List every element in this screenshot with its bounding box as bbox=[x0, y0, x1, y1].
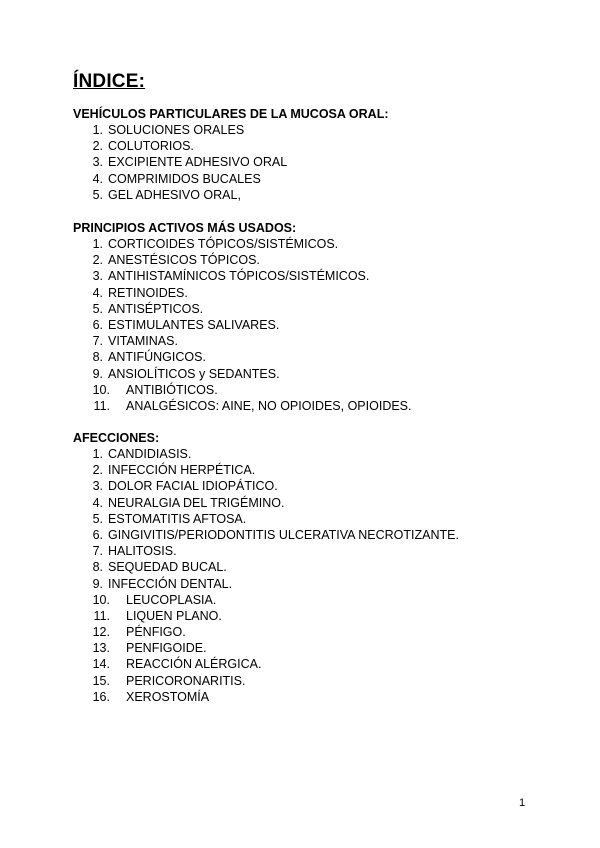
item-number: 16. bbox=[92, 689, 110, 704]
list-item bbox=[73, 543, 177, 559]
list-item bbox=[73, 624, 186, 640]
section-heading: AFECCIONES: bbox=[73, 431, 160, 445]
item-number: 5. bbox=[92, 511, 103, 526]
list-item bbox=[73, 656, 262, 672]
item-text: GEL ADHESIVO ORAL, bbox=[108, 187, 241, 202]
item-text: DOLOR FACIAL IDIOPÁTICO. bbox=[108, 479, 278, 494]
item-number: 9. bbox=[92, 576, 103, 591]
item-number: 10. bbox=[92, 382, 110, 397]
item-text: LEUCOPLASIA. bbox=[126, 592, 217, 607]
section-vehiculos bbox=[73, 106, 389, 203]
item-number: 4. bbox=[92, 495, 103, 510]
list-item bbox=[73, 462, 256, 478]
list-item bbox=[73, 301, 296, 317]
section-heading: PRINCIPIOS ACTIVOS MÁS USADOS: bbox=[73, 221, 297, 235]
item-text: EXCIPIENTE ADHESIVO ORAL bbox=[108, 155, 288, 170]
item-number: 3. bbox=[92, 479, 103, 494]
item-text: COLUTORIOS. bbox=[108, 139, 194, 154]
item-text: SEQUEDAD BUCAL. bbox=[108, 560, 227, 575]
item-text: SOLUCIONES ORALES bbox=[108, 123, 245, 137]
item-number: 8. bbox=[92, 560, 103, 575]
item-number: 2. bbox=[92, 253, 103, 268]
item-text: VITAMINAS. bbox=[108, 334, 178, 349]
item-number: 4. bbox=[92, 171, 103, 186]
item-text: XEROSTOMÍA bbox=[126, 689, 210, 704]
item-text: COMPRIMIDOS BUCALES bbox=[108, 171, 261, 186]
list-item bbox=[73, 333, 296, 349]
list-item bbox=[73, 154, 389, 170]
list-item bbox=[73, 187, 389, 203]
item-text: ESTIMULANTES SALIVARES. bbox=[108, 317, 280, 332]
item-list bbox=[73, 446, 459, 705]
list-item bbox=[73, 366, 296, 382]
list-item bbox=[73, 640, 207, 656]
list-item bbox=[73, 559, 227, 575]
item-number: 3. bbox=[92, 269, 103, 284]
item-number: 2. bbox=[92, 463, 103, 478]
item-number: 1. bbox=[92, 123, 103, 137]
item-text: GINGIVITIS/PERIODONTITIS ULCERATIVA NECROTIZANTE. bbox=[108, 527, 459, 542]
list-item bbox=[73, 608, 222, 624]
item-number: 6. bbox=[92, 317, 103, 332]
list-item bbox=[73, 122, 389, 138]
item-text: PERICORONARITIS. bbox=[126, 673, 246, 688]
list-item bbox=[73, 236, 339, 252]
list-item bbox=[73, 398, 412, 414]
list-item bbox=[73, 171, 389, 187]
item-number: 2. bbox=[92, 139, 103, 154]
item-text: LIQUEN PLANO. bbox=[126, 608, 222, 623]
list-item bbox=[73, 382, 296, 398]
list-item bbox=[73, 478, 278, 494]
item-text: NEURALGIA DEL TRIGÉMINO. bbox=[108, 495, 285, 510]
list-item bbox=[73, 527, 459, 543]
item-list bbox=[73, 122, 389, 203]
item-text: RETINOIDES. bbox=[108, 285, 188, 300]
item-text: ANALGÉSICOS: AINE, NO OPIOIDES, OPIOIDES. bbox=[126, 398, 412, 413]
page-number: 1 bbox=[519, 797, 526, 809]
item-number: 1. bbox=[92, 447, 103, 461]
list-item bbox=[73, 592, 217, 608]
item-number: 13. bbox=[92, 641, 110, 656]
list-item bbox=[73, 285, 296, 301]
item-text: REACCIÓN ALÉRGICA. bbox=[126, 657, 262, 672]
list-item bbox=[73, 576, 233, 592]
item-number: 14. bbox=[92, 657, 110, 672]
item-number: 11. bbox=[93, 608, 110, 623]
list-item bbox=[73, 138, 389, 154]
item-number: 1. bbox=[92, 237, 103, 251]
list-item bbox=[73, 689, 210, 705]
item-number: 5. bbox=[92, 301, 103, 316]
item-text: ANSIOLÍTICOS y SEDANTES. bbox=[108, 366, 280, 381]
item-text: ANTIBIÓTICOS. bbox=[126, 382, 218, 397]
section-afecciones bbox=[73, 430, 459, 705]
list-item bbox=[73, 495, 285, 511]
list-item bbox=[73, 673, 246, 689]
item-number: 11. bbox=[93, 398, 110, 413]
list-item bbox=[73, 349, 296, 365]
item-number: 3. bbox=[92, 155, 103, 170]
item-number: 8. bbox=[92, 350, 103, 365]
item-number: 12. bbox=[92, 625, 110, 640]
list-item bbox=[73, 446, 192, 462]
item-text: INFECCIÓN HERPÉTICA. bbox=[108, 463, 256, 478]
item-text: ANESTÉSICOS TÓPICOS. bbox=[108, 253, 260, 268]
list-item bbox=[73, 511, 247, 527]
section-heading: VEHÍCULOS PARTICULARES DE LA MUCOSA ORAL: bbox=[73, 107, 389, 121]
item-text: CORTICOIDES TÓPICOS/SISTÉMICOS. bbox=[108, 237, 339, 251]
section-principios-activos bbox=[73, 220, 412, 414]
list-item bbox=[73, 268, 370, 284]
item-text: CANDIDIASIS. bbox=[108, 447, 192, 461]
item-text: PÉNFIGO. bbox=[126, 625, 186, 640]
item-text: PENFIGOIDE. bbox=[126, 641, 207, 656]
item-number: 4. bbox=[92, 285, 103, 300]
item-list bbox=[73, 236, 412, 414]
item-number: 15. bbox=[92, 673, 110, 688]
item-text: INFECCIÓN DENTAL. bbox=[108, 576, 233, 591]
item-text: ANTISÉPTICOS. bbox=[108, 301, 204, 316]
list-item bbox=[73, 317, 296, 333]
item-number: 7. bbox=[92, 334, 103, 349]
item-text: HALITOSIS. bbox=[108, 544, 177, 559]
item-number: 5. bbox=[92, 187, 103, 202]
list-item bbox=[73, 252, 296, 268]
item-text: ANTIHISTAMÍNICOS TÓPICOS/SISTÉMICOS. bbox=[108, 269, 370, 284]
index-title: ÍNDICE: bbox=[73, 71, 146, 92]
item-text: ESTOMATITIS AFTOSA. bbox=[108, 511, 247, 526]
item-number: 6. bbox=[92, 527, 103, 542]
item-number: 9. bbox=[92, 366, 103, 381]
item-number: 7. bbox=[92, 544, 103, 559]
item-number: 10. bbox=[92, 592, 110, 607]
item-text: ANTIFÚNGICOS. bbox=[108, 350, 206, 365]
